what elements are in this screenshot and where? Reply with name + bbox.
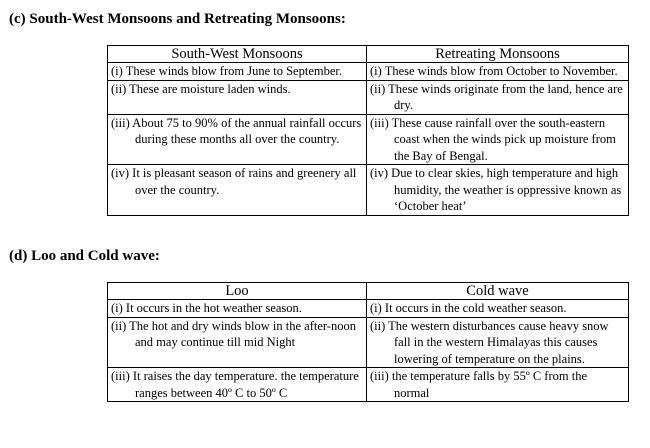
table-cell [367, 80, 629, 114]
table-cell [367, 368, 629, 402]
table-cell [108, 317, 367, 368]
cell-text: (ii) The western disturbances cause heavy snow fall in the western Himalayas this causes lowering of temperature on the plains. [370, 318, 609, 366]
cell-text: (iii) About 75 to 90% of the annual rainfall occurs during these months all over the country. [111, 115, 362, 146]
table-cell [108, 80, 367, 114]
cell-text: (iii) the temperature falls by 55º C from the normal [370, 369, 588, 400]
loo-coldwave-comparison-table [107, 282, 629, 402]
table-cell [108, 114, 367, 165]
cell-text: (i) It occurs in the cold weather season. [370, 301, 567, 315]
cell-text: (ii) The hot and dry winds blow in the after-noon and may continue till mid Night [111, 318, 356, 349]
cell-text: (ii) These are moisture laden winds. [111, 81, 291, 96]
table-cell [367, 63, 629, 81]
section-d-heading: (d) Loo and Cold wave: [9, 248, 160, 264]
table-cell [108, 165, 367, 216]
cell-text: (i) These winds blow from June to September. [111, 64, 342, 78]
cell-text: (i) These winds blow from October to November. [370, 64, 618, 78]
column-header: South-West Monsoons [108, 46, 367, 63]
table-cell [367, 300, 629, 318]
table-row [108, 300, 629, 318]
table-row [108, 63, 629, 81]
cell-text: (iii) These cause rainfall over the south-eastern coast when the winds pick up moisture from the Bay of Bengal. [370, 115, 616, 163]
table-header-row [108, 283, 629, 300]
column-header: Retreating Monsoons [367, 46, 629, 63]
cell-text: (iv) It is pleasant season of rains and greenery all over the country. [111, 166, 357, 197]
table-row [108, 165, 629, 216]
column-header: Loo [108, 283, 367, 300]
cell-text: (iii) It raises the day temperature. the temperature ranges between 40º C to 50º C [111, 369, 359, 400]
section-c-heading: (c) South-West Monsoons and Retreating Monsoons: [9, 11, 346, 27]
column-header: Cold wave [367, 283, 629, 300]
cell-text: (iv) Due to clear skies, high temperature and high humidity, the weather is oppressive known as ‘October heat’ [370, 166, 622, 213]
monsoons-comparison-table [107, 45, 629, 216]
table-header-row [108, 46, 629, 63]
table-cell [367, 317, 629, 368]
table-row [108, 368, 629, 402]
table-cell [367, 114, 629, 165]
table-cell [108, 300, 367, 318]
table-cell [367, 165, 629, 216]
cell-text: (i) It occurs in the hot weather season. [111, 301, 302, 315]
table-cell [108, 368, 367, 402]
table-cell [108, 63, 367, 81]
table-row [108, 317, 629, 368]
table-row [108, 80, 629, 114]
table-row [108, 114, 629, 165]
cell-text: (ii) These winds originate from the land, hence are dry. [370, 81, 623, 112]
